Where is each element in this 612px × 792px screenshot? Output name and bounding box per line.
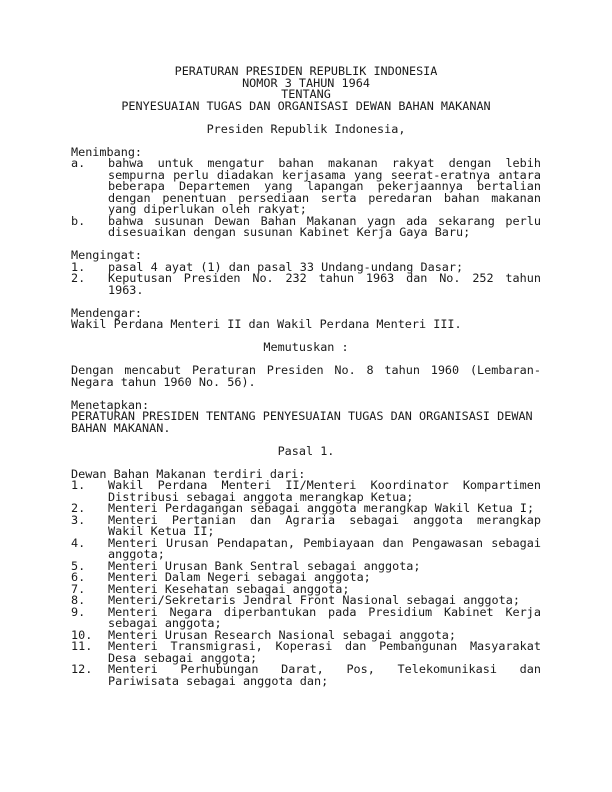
- list-marker: 3.: [71, 512, 86, 527]
- justified-line: Menteri Negara diperbantukan pada Presidium Kabinet Kerja: [108, 604, 541, 619]
- list-marker: 2.: [71, 271, 86, 285]
- list-text: [108, 641, 541, 664]
- recalling-heading: Mengingat:: [71, 248, 143, 262]
- hearing-heading: Mendengar:: [71, 305, 143, 320]
- justified-line: sebagai anggota;: [108, 616, 222, 630]
- council-intro: Dewan Bahan Makanan terdiri dari:: [71, 466, 306, 481]
- justified-line: Pariwisata sebagai anggota dan;: [108, 673, 329, 688]
- list-item: [71, 480, 541, 503]
- list-marker: 5.: [71, 558, 86, 573]
- justified-line: anggota;: [108, 547, 165, 561]
- justified-line: Keputusan Presiden No. 232 tahun 1963 dan No. 252 tahun: [108, 271, 541, 285]
- justified-line: Dengan mencabut Peraturan Presiden No. 8 tahun 1960 (Lembaran-: [71, 363, 541, 377]
- council-members-list: [71, 480, 541, 687]
- justified-line: Menteri Pertanian dan Agraria sebagai anggota merangkap: [108, 512, 541, 527]
- list-text: [108, 158, 541, 216]
- title-line: NOMOR 3 TAHUN 1964: [242, 75, 370, 90]
- list-item: [71, 664, 541, 687]
- justified-line: Menteri Urusan Bank Sentral sebagai anggota;: [108, 558, 421, 573]
- justified-line: pasal 4 ayat (1) dan pasal 33 Undang-undang Dasar;: [108, 259, 464, 274]
- title-line: PERATURAN PRESIDEN REPUBLIK INDONESIA: [174, 64, 438, 78]
- document-title: [71, 66, 541, 112]
- revoking-paragraph: [71, 365, 541, 388]
- justified-line: beberapa Departemen yang lapangan pekerjaannya bertalian: [108, 179, 541, 193]
- list-text: [108, 480, 541, 503]
- justified-line: disesuaikan dengan susunan Kabinet Kerja Gaya Baru;: [108, 225, 471, 239]
- list-marker: a.: [71, 156, 86, 170]
- justified-line: Desa sebagai anggota;: [108, 650, 258, 665]
- justified-line: yang diperlukan oleh rakyat;: [108, 202, 307, 216]
- list-marker: 2.: [71, 501, 86, 515]
- list-item: [71, 641, 541, 664]
- justified-line: Wakil Ketua II;: [108, 524, 215, 538]
- list-marker: 1.: [71, 259, 86, 274]
- justified-line: bahwa untuk mengatur bahan makanan rakyat dengan lebih: [108, 156, 541, 170]
- list-text: [108, 535, 541, 561]
- title-line: PENYESUAIAN TUGAS DAN ORGANISASI DEWAN BAHAN MAKANAN: [121, 98, 491, 113]
- justified-line: Distribusi sebagai anggota merangkap Ketua;: [108, 489, 414, 504]
- document-subtitle: Presiden Republik Indonesia,: [206, 121, 406, 136]
- list-marker: 11.: [71, 639, 93, 653]
- list-marker: 10.: [71, 627, 93, 642]
- establishing-heading: Menetapkan:: [71, 397, 150, 412]
- justified-line: Menteri/Sekretaris Jendral Front Nasional sebagai anggota;: [108, 593, 520, 607]
- list-marker: 8.: [71, 593, 86, 607]
- deciding-heading: Memutuskan :: [263, 340, 349, 354]
- establishing-text: BAHAN MAKANAN.: [71, 420, 171, 435]
- list-text: [108, 604, 541, 630]
- justified-line: 1963.: [108, 282, 144, 297]
- list-marker: 1.: [71, 478, 86, 492]
- justified-line: Menteri Dalam Negeri sebagai anggota;: [108, 570, 371, 584]
- considering-heading: Menimbang:: [71, 144, 143, 159]
- list-text: [108, 273, 541, 296]
- list-marker: 12.: [71, 662, 93, 676]
- hearing-text: Wakil Perdana Menteri II dan Wakil Perdana Menteri III.: [71, 317, 462, 331]
- list-text: [108, 213, 541, 239]
- justified-line: Negara tahun 1960 No. 56).: [71, 374, 256, 389]
- list-marker: 9.: [71, 604, 86, 619]
- justified-line: Menteri Kesehatan sebagai anggota;: [108, 581, 350, 596]
- list-item: [71, 604, 541, 630]
- justified-line: Menteri Urusan Pendapatan, Pembiayaan dan Pengawasan sebagai: [108, 535, 541, 550]
- list-text: [108, 512, 541, 538]
- list-marker: 4.: [71, 535, 86, 550]
- title-line: TENTANG: [281, 87, 331, 101]
- considering-item: [71, 158, 541, 216]
- list-text: [108, 664, 541, 687]
- justified-line: bahwa susunan Dewan Bahan Makanan yagn ada sekarang perlu: [108, 213, 541, 228]
- establishing-text: PERATURAN PRESIDEN TENTANG PENYESUAIAN TUGAS DAN ORGANISASI DEWAN: [71, 409, 533, 423]
- list-item: [71, 512, 541, 538]
- list-marker: 7.: [71, 581, 86, 596]
- article-heading: Pasal 1.: [277, 443, 335, 458]
- justified-line: Menteri Perhubungan Darat, Pos, Telekomunikasi dan: [108, 662, 541, 676]
- recalling-item: [71, 273, 541, 296]
- considering-item: [71, 213, 541, 239]
- list-marker: b.: [71, 213, 86, 228]
- justified-line: Menteri Perdagangan sebagai anggota merangkap Wakil Ketua I;: [108, 501, 535, 515]
- list-item: [71, 535, 541, 561]
- justified-line: Wakil Perdana Menteri II/Menteri Koordinator Kompartimen: [108, 478, 541, 492]
- justified-line: sempurna perlu diadakan kerjasama yang seerat-eratnya antara: [108, 167, 541, 182]
- list-marker: 6.: [71, 570, 86, 584]
- document-body: [71, 66, 541, 687]
- justified-line: Menteri Urusan Research Nasional sebagai anggota;: [108, 627, 457, 642]
- justified-line: Menteri Transmigrasi, Koperasi dan Pembangunan Masyarakat: [108, 639, 541, 653]
- justified-line: dengan penentuan persediaan serta peredaran bahan makanan: [108, 190, 541, 205]
